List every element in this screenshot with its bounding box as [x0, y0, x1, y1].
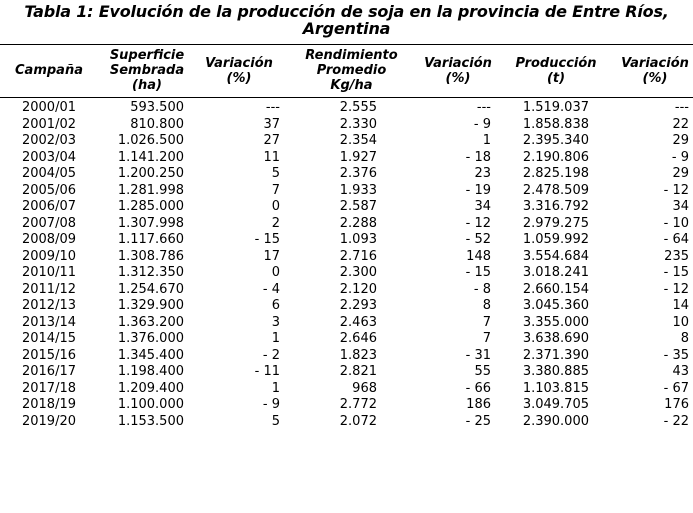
cell-variacion-superficie: 0	[271, 199, 280, 214]
cell-variacion-superficie: 0	[271, 265, 280, 280]
cell-variacion-produccion: 14	[672, 298, 689, 313]
table-header	[0, 45, 693, 98]
cell-superficie: 1.308.786	[117, 248, 184, 264]
cell-variacion-superficie: 5	[271, 413, 280, 429]
cell-produccion: 3.638.690	[522, 331, 589, 346]
cell-campana: 2005/06	[21, 182, 76, 198]
table-row	[0, 381, 693, 398]
cell-campana: 2013/14	[21, 314, 76, 330]
cell-variacion-produccion: 22	[672, 116, 689, 132]
cell-rendimiento: 2.072	[339, 413, 377, 429]
table-body	[0, 98, 693, 431]
cell-campana: 2010/11	[21, 265, 76, 280]
cell-superficie: 1.209.400	[117, 380, 184, 396]
cell-rendimiento: 1.933	[339, 182, 377, 198]
cell-variacion-rendimiento: 7	[482, 314, 491, 330]
cell-produccion: 1.059.992	[522, 232, 589, 247]
cell-variacion-produccion: 29	[672, 133, 689, 148]
cell-variacion-produccion: 29	[672, 166, 689, 181]
table-row	[0, 117, 693, 134]
cell-superficie: 1.100.000	[117, 397, 184, 412]
header-variacion-produccion: Variación (%)	[617, 45, 693, 98]
cell-rendimiento: 2.120	[339, 281, 377, 297]
cell-rendimiento: 2.463	[339, 314, 377, 330]
cell-superficie: 1.198.400	[117, 364, 184, 379]
cell-variacion-superficie: - 11	[254, 364, 280, 379]
cell-variacion-produccion: ---	[674, 100, 689, 115]
cell-variacion-superficie: - 15	[254, 232, 280, 247]
cell-variacion-produccion: - 9	[671, 149, 689, 165]
cell-rendimiento: 1.093	[339, 232, 377, 247]
table-row	[0, 199, 693, 216]
table-row	[0, 150, 693, 167]
cell-variacion-rendimiento: - 66	[465, 380, 491, 396]
cell-campana: 2009/10	[21, 248, 76, 264]
cell-variacion-produccion: - 35	[663, 347, 689, 363]
cell-variacion-produccion: 34	[672, 199, 689, 214]
cell-variacion-produccion: - 10	[663, 215, 689, 231]
table-row	[0, 331, 693, 348]
cell-variacion-superficie: - 4	[262, 281, 280, 297]
cell-variacion-produccion: 10	[672, 314, 689, 330]
cell-campana: 2006/07	[21, 199, 76, 214]
cell-rendimiento: 2.646	[339, 331, 377, 346]
table-row	[0, 348, 693, 365]
cell-produccion: 2.190.806	[522, 149, 589, 165]
cell-campana: 2017/18	[21, 380, 76, 396]
cell-variacion-superficie: 27	[263, 133, 280, 148]
cell-superficie: 1.329.900	[117, 298, 184, 313]
cell-rendimiento: 2.772	[339, 397, 377, 412]
cell-produccion: 2.371.390	[522, 347, 589, 363]
cell-campana: 2000/01	[21, 100, 76, 115]
cell-variacion-superficie: ---	[265, 100, 280, 115]
cell-variacion-rendimiento: - 19	[465, 182, 491, 198]
table-row	[0, 315, 693, 332]
cell-variacion-rendimiento: - 52	[465, 232, 491, 247]
cell-produccion: 3.045.360	[522, 298, 589, 313]
cell-produccion: 2.979.275	[522, 215, 589, 231]
header-rendimiento: Rendimiento Promedio Kg/ha	[282, 45, 421, 98]
cell-rendimiento: 968	[352, 380, 377, 396]
cell-superficie: 1.254.670	[117, 281, 184, 297]
cell-variacion-rendimiento: 34	[474, 199, 491, 214]
cell-superficie: 1.200.250	[117, 166, 184, 181]
cell-produccion: 1.858.838	[522, 116, 589, 132]
cell-produccion: 2.395.340	[522, 133, 589, 148]
cell-variacion-superficie: 6	[271, 298, 280, 313]
cell-variacion-rendimiento: - 18	[465, 149, 491, 165]
table-row	[0, 133, 693, 150]
cell-superficie: 1.026.500	[117, 133, 184, 148]
cell-variacion-rendimiento: 1	[482, 133, 491, 148]
cell-superficie: 1.141.200	[117, 149, 184, 165]
cell-variacion-produccion: 176	[664, 397, 689, 412]
header-campana: Campaña	[0, 45, 98, 98]
cell-campana: 2016/17	[21, 364, 76, 379]
cell-variacion-rendimiento: - 31	[465, 347, 491, 363]
cell-produccion: 3.355.000	[522, 314, 589, 330]
cell-variacion-rendimiento: 55	[474, 364, 491, 379]
table-title-line-2: Argentina	[302, 19, 391, 38]
cell-variacion-superficie: 37	[263, 116, 280, 132]
cell-superficie: 593.500	[130, 100, 184, 115]
cell-superficie: 1.345.400	[117, 347, 184, 363]
cell-campana: 2014/15	[21, 331, 76, 346]
cell-variacion-produccion: 43	[672, 364, 689, 379]
cell-variacion-rendimiento: - 15	[465, 265, 491, 280]
cell-variacion-rendimiento: - 25	[465, 413, 491, 429]
cell-variacion-produccion: - 67	[663, 380, 689, 396]
cell-campana: 2011/12	[21, 281, 76, 297]
cell-variacion-superficie: 17	[263, 248, 280, 264]
header-variacion-superficie: Variación (%)	[196, 45, 282, 98]
cell-rendimiento: 1.927	[339, 149, 377, 165]
cell-campana: 2003/04	[21, 149, 76, 165]
cell-variacion-rendimiento: ---	[476, 100, 491, 115]
cell-rendimiento: 2.821	[339, 364, 377, 379]
cell-variacion-produccion: - 64	[663, 232, 689, 247]
table-row	[0, 397, 693, 414]
cell-campana: 2001/02	[21, 116, 76, 132]
table-title-line-1: Tabla 1: Evolución de la producción de soja en la provincia de Entre Ríos,	[24, 2, 669, 21]
cell-campana: 2018/19	[21, 397, 76, 412]
cell-superficie: 1.285.000	[117, 199, 184, 214]
cell-produccion: 2.825.198	[522, 166, 589, 181]
header-produccion: Producción (t)	[495, 45, 617, 98]
cell-superficie: 1.117.660	[117, 232, 184, 247]
cell-variacion-rendimiento: - 9	[473, 116, 491, 132]
table-row	[0, 249, 693, 266]
cell-variacion-rendimiento: - 12	[465, 215, 491, 231]
cell-campana: 2012/13	[21, 298, 76, 313]
cell-variacion-produccion: - 12	[663, 281, 689, 297]
cell-campana: 2004/05	[21, 166, 76, 181]
table-row	[0, 414, 693, 431]
cell-rendimiento: 2.716	[339, 248, 377, 264]
cell-campana: 2002/03	[21, 133, 76, 148]
cell-campana: 2007/08	[21, 215, 76, 231]
cell-rendimiento: 2.293	[339, 298, 377, 313]
table-row	[0, 364, 693, 381]
table-row	[0, 265, 693, 282]
cell-variacion-produccion: - 12	[663, 182, 689, 198]
cell-campana: 2019/20	[21, 413, 76, 429]
cell-rendimiento: 1.823	[339, 347, 377, 363]
table-row	[0, 232, 693, 249]
cell-rendimiento: 2.587	[339, 199, 377, 214]
cell-campana: 2015/16	[21, 347, 76, 363]
cell-rendimiento: 2.288	[339, 215, 377, 231]
cell-variacion-superficie: 5	[271, 166, 280, 181]
cell-variacion-rendimiento: 23	[474, 166, 491, 181]
cell-variacion-produccion: - 15	[663, 265, 689, 280]
cell-produccion: 2.478.509	[522, 182, 589, 198]
cell-produccion: 3.018.241	[522, 265, 589, 280]
header-superficie: Superficie Sembrada (ha)	[98, 45, 196, 98]
cell-produccion: 3.316.792	[522, 199, 589, 214]
cell-rendimiento: 2.376	[339, 166, 377, 181]
table-row	[0, 216, 693, 233]
cell-variacion-produccion: 235	[664, 248, 689, 264]
header-variacion-rendimiento: Variación (%)	[421, 45, 495, 98]
cell-superficie: 810.800	[130, 116, 184, 132]
soja-production-table	[0, 44, 693, 430]
table-row	[0, 166, 693, 183]
cell-produccion: 2.660.154	[522, 281, 589, 297]
cell-rendimiento: 2.555	[339, 100, 377, 115]
table-title	[0, 3, 693, 37]
cell-produccion: 1.103.815	[522, 380, 589, 396]
table-row	[0, 183, 693, 200]
cell-variacion-rendimiento: 7	[482, 331, 491, 346]
cell-variacion-superficie: - 2	[262, 347, 280, 363]
cell-variacion-superficie: 7	[271, 182, 280, 198]
cell-variacion-superficie: 3	[271, 314, 280, 330]
table-row	[0, 98, 693, 117]
cell-variacion-superficie: 11	[263, 149, 280, 165]
cell-variacion-rendimiento: 186	[466, 397, 491, 412]
cell-superficie: 1.153.500	[117, 413, 184, 429]
cell-rendimiento: 2.354	[339, 133, 377, 148]
cell-superficie: 1.307.998	[117, 215, 184, 231]
cell-produccion: 1.519.037	[522, 100, 589, 115]
cell-variacion-produccion: - 22	[663, 413, 689, 429]
cell-produccion: 3.049.705	[522, 397, 589, 412]
cell-variacion-superficie: 1	[271, 331, 280, 346]
table-row	[0, 282, 693, 299]
cell-superficie: 1.376.000	[117, 331, 184, 346]
cell-rendimiento: 2.300	[339, 265, 377, 280]
cell-produccion: 3.380.885	[522, 364, 589, 379]
cell-variacion-superficie: 2	[271, 215, 280, 231]
cell-variacion-rendimiento: 148	[466, 248, 491, 264]
cell-campana: 2008/09	[21, 232, 76, 247]
header-row	[0, 45, 693, 98]
cell-superficie: 1.281.998	[117, 182, 184, 198]
cell-superficie: 1.363.200	[117, 314, 184, 330]
cell-variacion-superficie: - 9	[262, 397, 280, 412]
cell-rendimiento: 2.330	[339, 116, 377, 132]
cell-variacion-superficie: 1	[271, 380, 280, 396]
cell-produccion: 3.554.684	[522, 248, 589, 264]
cell-variacion-rendimiento: 8	[482, 298, 491, 313]
cell-superficie: 1.312.350	[117, 265, 184, 280]
table-row	[0, 298, 693, 315]
cell-variacion-produccion: 8	[680, 331, 689, 346]
cell-variacion-rendimiento: - 8	[473, 281, 491, 297]
cell-produccion: 2.390.000	[522, 413, 589, 429]
